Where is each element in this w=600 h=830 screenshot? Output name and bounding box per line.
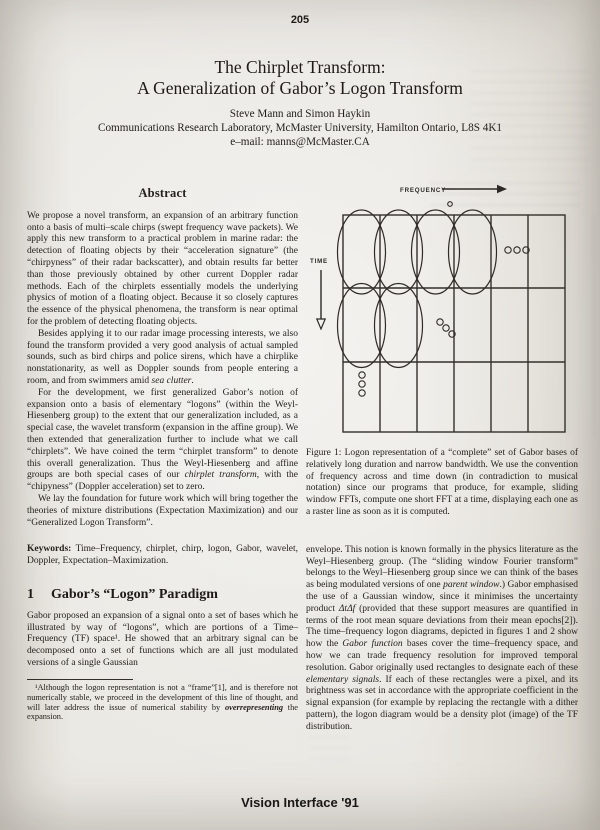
- abstract-paragraph-3: For the development, we first generalized Gabor’s notion of expansion onto a basis of elementary “logons” (within the Weyl-Hiesenberg group) to the extent that our generalization included, as a special case, the wavelet transform (expansion in the affine group). We then extended that generalization further to include what we call “chirplets”. We have coined the term “chirplet transform” to denote this overall generalization. Thus the Weyl-Hiesenberg and affine groups are both special cases of our chirplet transform, with the “chipyness” (Doppler acceleration) set to zero.: [27, 387, 299, 493]
- section-1-heading: [27, 586, 298, 602]
- section-1-paragraph: Gabor proposed an expansion of a signal onto a set of bases which he illustrated by way of “logons”, which are portions of a Time–Frequency (TF) space¹. He showed that an arbitrary signal can be decomposed onto a set of functions which are all just modulated versions of a single Gaussian: [27, 610, 298, 668]
- section-1-number: 1: [27, 586, 34, 602]
- affiliation: Communications Research Laboratory, McMaster University, Hamilton Ontario, L8S 4K1: [97, 122, 502, 134]
- footnote-rule: [27, 679, 133, 680]
- right-column: [306, 180, 578, 734]
- abstract-paragraph-1: We propose a novel transform, an expansion of an arbitrary function onto a basis of multi–scale chirps (swept frequency wave packets). We apply this new transform to a practical problem in marine radar: the detection of floating objects by their “acceleration signature” (the “chirpyness” of their radar backscatter), and obtain results far better than those previously obtained by other current Doppler radar methods. Each of the chirplets essentially models the underlying physics of motion of a floating object. Because it so closely captures the essence of the physical phenomena, the transform is near optimal for the problem of detecting floating objects.: [27, 210, 298, 327]
- small-circle-markers: [359, 202, 529, 397]
- abstract-paragraph-2: Besides applying it to our radar image processing interests, we also found the transform provided a very good analysis of actual sampled sounds, such as bird chirps and police sirens, which have a chirplike nonstationarity, as well as Doppler sounds from people entering a room, and from swimmers amid sea clutter.: [27, 328, 298, 386]
- email: e–mail: manns@McMaster.CA: [230, 136, 370, 148]
- byline: [0, 107, 600, 149]
- section-1-title: Gabor’s “Logon” Paradigm: [51, 586, 218, 602]
- paper-title-line2: A Generalization of Gabor’s Logon Transform: [137, 78, 463, 98]
- logon-diagram: [306, 180, 578, 445]
- figure-1-caption: Figure 1: Logon representation of a “complete” set of Gabor bases of relatively long duration and narrow bandwidth. We use the convention of frequency across and time down (in contradiction to musical notation) since our programs that produce, for example, sliding window FFTs, compute one short FFT at a time, displaying each one as a raster line as soon as it is computed.: [306, 448, 578, 517]
- time-axis-arrow: [317, 270, 325, 329]
- frequency-axis-arrow: [442, 185, 507, 193]
- body-paragraph-right: envelope. This notion is known formally in the physics literature as the Weyl–Hiesenberg group. (The “sliding window Fourier transform” belongs to the Weyl–Hiesenberg group since we can think of the bases as being modulated versions of one parent window.) Gabor emphasised the use of a Gaussian window, since it minimises the uncertainty product ΔtΔf (provided that these support measures are quantified in terms of the root mean square deviations from their mean epochs[2]). The time–frequency logon diagrams, depicted in figures 1 and 2 show how the Gabor function bases cover the time–frequency space, and how we can trade frequency resolution for improved temporal resolution. Gabor originally used rectangles to designate each of these elementary signals. If each of these rectangles were a pixel, and its brightness was set in accordance with the appropriate coefficient in the signal expansion (for example by replacing the rectangle with a dither pattern), the logon diagram would be a density plot (image) of the TF distribution.: [306, 544, 578, 732]
- frequency-axis-label: FREQUENCY: [400, 187, 447, 194]
- tf-grid: [343, 215, 565, 432]
- abstract-paragraph-4: We lay the foundation for future work which will bring together the theories of mixture distributions (Expectation Maximization) and our “Generalized Logon Transform”.: [27, 493, 298, 528]
- figure-1: [306, 180, 578, 445]
- title-block: [0, 57, 600, 149]
- time-axis-label: TIME: [310, 258, 328, 265]
- authors: Steve Mann and Simon Haykin: [229, 108, 371, 120]
- proceedings-footer: Vision Interface '91: [241, 795, 359, 810]
- left-column: [27, 188, 298, 722]
- footnote-text: ¹Although the logon representation is not a “frame”[1], and is therefore not numerically stable, we proceed in the development of this line of thought, and will later address the issue of numerical stability by overrepresenting the expansion.: [27, 682, 299, 722]
- paper-title-line1: The Chirplet Transform:: [214, 57, 386, 77]
- page-number: 205: [290, 14, 310, 26]
- keywords-line: Keywords: Time–Frequency, chirplet, chirp, logon, Gabor, wavelet, Doppler, Expectation–Maximization.: [27, 544, 298, 567]
- abstract-heading: Abstract: [138, 186, 187, 200]
